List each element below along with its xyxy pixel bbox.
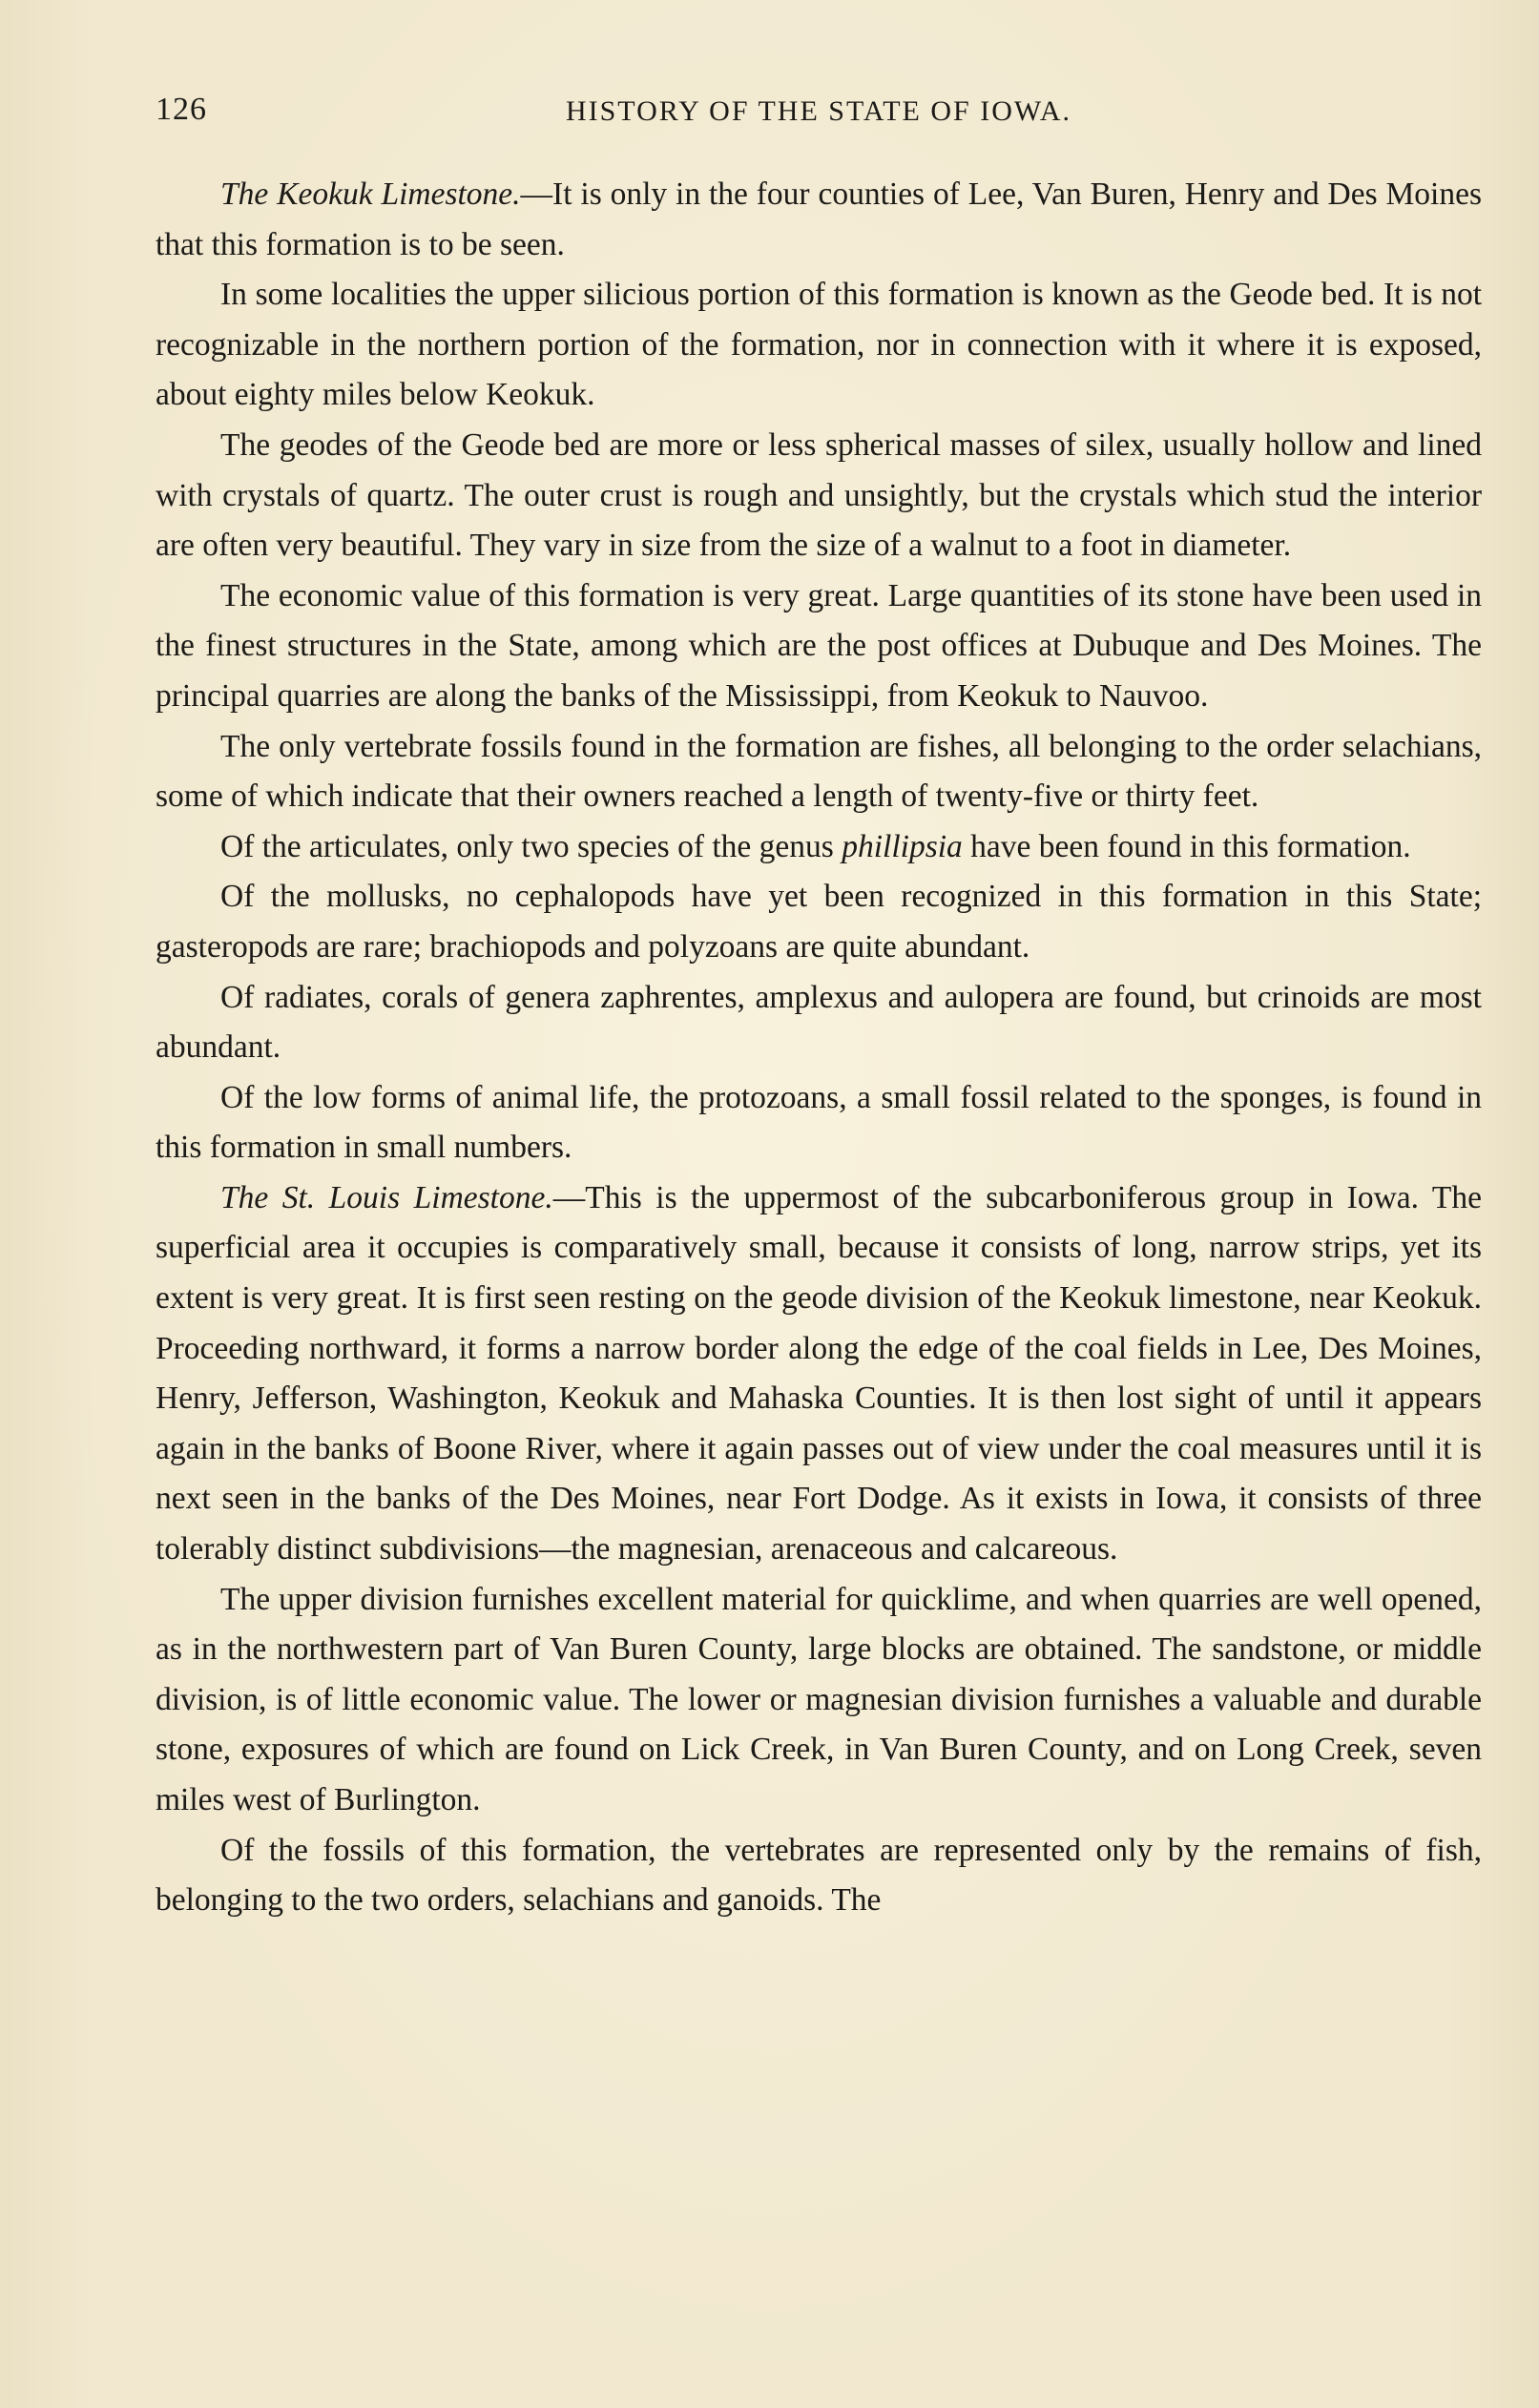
paragraph-economic-value: The economic value of this formation is very great. Large quantities of its stone have been used in the finest structures in the State, among which are the post offices at Dubuque and Des Moines. The principal quarries are along the banks of the Mississippi, from Keokuk to Nauvoo.: [156, 577, 1482, 714]
paragraph-mollusks: Of the mollusks, no cephalopods have yet been recognized in this formation in this State; gasteropods are rare; brachiopods and polyzoans are quite abundant.: [156, 879, 1482, 965]
paragraph-geodes: The geodes of the Geode bed are more or less spherical masses of silex, usually hollow and lined with crystals of quartz. The outer crust is rough and unsightly, but the crystals which stud the interior are often very beautiful. They vary in size from the size of a walnut to a foot in diameter.: [156, 426, 1482, 564]
section-heading-st-louis-limestone: The St. Louis Limestone.: [220, 1179, 553, 1215]
paragraph-vertebrate-fossils: The only vertebrate fossils found in the formation are fishes, all belonging to the order selachians, some of which indicate that their owners reached a length of twenty-five or thirty feet.: [156, 728, 1482, 815]
paragraph-keokuk-limestone: The Keokuk Limestone.—It is only in the four counties of Lee, Van Buren, Henry and Des Moines that this formation is to be seen.: [156, 176, 1482, 262]
paragraph-protozoans: Of the low forms of animal life, the protozoans, a small fossil related to the sponges, is found in this formation in small numbers.: [156, 1079, 1482, 1166]
paragraph-st-louis-limestone: The St. Louis Limestone.—This is the uppermost of the subcarboniferous group in Iowa. The superficial area it occupies is comparatively small, because it consists of long, narrow strips, yet its extent is very great. It is first seen resting on the geode division of the Keokuk limestone, near Keokuk. Proceeding northward, it forms a narrow border along the edge of the coal fields in Lee, Des Moines, Henry, Jefferson, Washington, Keokuk and Mahaska Counties. It is then lost sight of until it appears again in the banks of Boone River, where it again passes out of view under the coal measures until it is next seen in the banks of the Des Moines, near Fort Dodge. As it exists in Iowa, it consists of three tolerably distinct subdivisions—the magnesian, arenaceous and calcareous.: [156, 1179, 1482, 1567]
genus-name: phillipsia: [842, 828, 963, 864]
page-header: [156, 92, 1482, 145]
paragraph-fossils-formation: Of the fossils of this formation, the vertebrates are represented only by the remains of fish, belonging to the two orders, selachians and ganoids. The: [156, 1832, 1482, 1919]
paragraph-upper-division: The upper division furnishes excellent material for quicklime, and when quarries are well opened, as in the northwestern part of Van Buren County, large blocks are obtained. The sandstone, or middle division, is of little economic value. The lower or magnesian division furnishes a valuable and durable stone, exposures of which are found on Lick Creek, in Van Buren County, and on Long Creek, seven miles west of Burlington.: [156, 1581, 1482, 1817]
paragraph-radiates: Of radiates, corals of genera zaphrentes, amplexus and aulopera are found, but crinoids are most abundant.: [156, 979, 1482, 1066]
body-text: [156, 170, 1482, 1926]
page-number: 126: [156, 92, 207, 127]
paragraph-geode-bed: In some localities the upper silicious portion of this formation is known as the Geode bed. It is not recognizable in the northern portion of the formation, nor in connection with it where it is exposed, about eighty miles below Keokuk.: [156, 277, 1482, 413]
section-heading-keokuk-limestone: The Keokuk Limestone.: [220, 176, 521, 212]
paragraph-articulates: Of the articulates, only two species of the genus phillipsia have been found in this formation.: [220, 828, 1411, 864]
running-head: HISTORY OF THE STATE OF IOWA.: [565, 95, 1072, 127]
